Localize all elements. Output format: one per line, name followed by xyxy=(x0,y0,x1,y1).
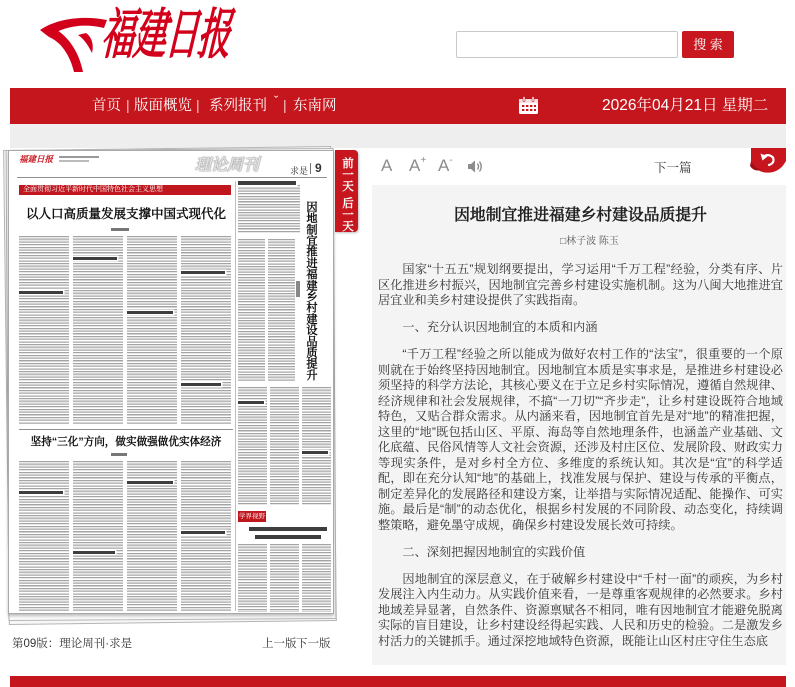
paper-byline xyxy=(111,453,127,456)
article-section-heading: 一、充分认识因地制宜的本质和内涵 xyxy=(402,320,598,334)
article-title: 因地制宜推进福建乡村建设品质提升 xyxy=(454,207,707,224)
text-column xyxy=(181,461,231,611)
paper-date-line xyxy=(59,160,89,162)
font-decrease-letter: A xyxy=(438,156,450,175)
paper-masthead-logo: 福建日报 xyxy=(19,154,54,164)
font-increase-button[interactable] xyxy=(409,156,426,176)
paper-date-line xyxy=(59,156,99,158)
fujian-daily-logo-mark-icon[interactable] xyxy=(38,15,108,73)
paper-byline xyxy=(296,281,300,297)
paper-headline-population[interactable]: 以人口高质量发展支撑中国式现代化 xyxy=(25,207,226,221)
text-column xyxy=(302,387,331,505)
subheading-bar xyxy=(238,401,264,404)
newspaper-page-image[interactable] xyxy=(8,150,334,614)
text-column xyxy=(73,236,123,424)
subheading-bar xyxy=(181,531,225,534)
text-column xyxy=(238,544,267,612)
current-page-label: 第09版：理论周刊·求是 xyxy=(12,638,133,650)
paper-header-divider xyxy=(310,163,311,174)
text-column xyxy=(238,185,300,233)
nav-item-series-publications[interactable]: 系列报刊 xyxy=(209,98,267,114)
article-author: □林子波 陈玉 xyxy=(560,236,619,247)
font-increase-letter: A xyxy=(409,156,421,175)
text-column xyxy=(73,461,123,611)
subheading-bar xyxy=(73,551,115,554)
subheading-bar xyxy=(73,257,117,260)
text-column xyxy=(127,236,177,424)
nav-item-southeast-net[interactable]: 东南网 xyxy=(293,98,337,114)
article-body xyxy=(378,262,783,649)
font-decrease-button[interactable] xyxy=(438,156,453,176)
calendar-icon[interactable] xyxy=(518,96,539,115)
next-article-link[interactable]: 下一篇 xyxy=(654,161,692,175)
article-paragraph: 因地制宜的深层意义，在于破解乡村建设中“千村一面”的顽疾，为乡村发展注入内生动力。从实践价值来看，一是尊重客观规律的必然要求。乡村地域差异显著，自然条件、资源禀赋各不相同，唯有因地制宜才能避免脱离实际的盲目建设，让乡村建设经得起实践、人民和历史的检验。二是激发乡村活力的关键抓手。通过深挖地域特色资源，既能让山区村庄守住生态底 xyxy=(378,571,783,648)
subheading-bar xyxy=(181,383,221,386)
text-column xyxy=(268,239,295,381)
main-nav-bar xyxy=(10,88,786,124)
subheading-bar xyxy=(19,491,63,494)
paper-headline-rural-construction[interactable]: 因地制宜推进福建乡村建设品质提升 xyxy=(305,201,317,381)
text-column xyxy=(19,236,69,424)
article-paragraph: “千万工程”经验之所以能成为做好农村工作的“法宝”，很重要的一个原则就在于始终坚持因地制宜。因地制宜本质是实事求是，是推进乡村建设必须坚持的科学方法论，其核心要义在于立足乡村实际情况，遵循自然规律、经济规律和社会发展规律，不搞“一刀切”“齐步走”，让乡村建设既符合地域特色，又贴合群众需求。从内涵来看，因地制宜首先是对“地”的精准把握，这里的“地”既包括山区、平原、海岛等自然地理条件，也涵盖产业基础、文化底蕴、民俗风情等人文社会资源，还涉及村庄区位、发展阶段、财政实力等现实条件，是对乡村全方位、多维度的系统认知。其次是“宜”的科学适配，即在充分认知“地”的基础上，找准发展与保护、建设与传承的平衡点，制定差异化的发展路径和建设方案，让举措与实际情况适配、能操作、可实施。最后是“制”的动态优化，根据乡村发展的不同阶段、动态变化，持续调整策略，避免墨守成规，确保乡村建设发展长效可持续。 xyxy=(378,347,783,532)
paper-byline xyxy=(111,228,129,231)
subheading-bar xyxy=(238,181,296,185)
article-paragraph: 国家“十五五”规划纲要提出，学习运用“千万工程”经验，分类有序、片区化推进乡村振兴，因地制宜完善乡村建设实施机制。这为八闽大地推进宜居宜业和美乡村建设提供了实践指南。 xyxy=(378,262,783,307)
paper-page-number: 9 xyxy=(315,161,322,175)
text-column xyxy=(181,236,231,424)
paper-box-headline-bar[interactable] xyxy=(249,527,327,531)
article-toolbar xyxy=(372,150,786,183)
subheading-bar xyxy=(302,451,328,454)
next-day-button[interactable]: 后一天 xyxy=(341,196,353,232)
nav-separator: | xyxy=(196,97,200,113)
paper-box-label-text: 学界视野 xyxy=(239,513,265,520)
paper-header-rule xyxy=(17,177,327,178)
article-panel xyxy=(372,185,786,665)
return-icon[interactable] xyxy=(748,148,786,174)
search-input[interactable] xyxy=(456,31,678,58)
current-date: 2026年04月21日 星期二 xyxy=(602,97,769,114)
page-info-bar xyxy=(8,634,336,654)
font-default-button[interactable]: A xyxy=(381,156,393,175)
nav-item-page-overview[interactable]: 版面概览 xyxy=(134,98,192,114)
subheading-bar xyxy=(127,481,173,484)
subheading-bar xyxy=(181,271,225,274)
article-section-heading: 二、深刻把握因地制宜的实践价值 xyxy=(402,544,586,559)
footer-bar xyxy=(10,676,786,687)
paper-article-divider xyxy=(19,429,233,430)
subheading-bar xyxy=(19,291,63,294)
text-column xyxy=(302,544,331,612)
text-column xyxy=(238,387,267,505)
nav-separator: | xyxy=(126,97,130,113)
paper-box-label xyxy=(238,511,266,522)
prev-day-button[interactable]: 前一天 xyxy=(341,156,353,192)
text-column xyxy=(270,387,299,505)
speaker-icon[interactable] xyxy=(467,159,484,174)
paper-headline-real-economy[interactable]: 坚持“三化”方向，做实做强做优实体经济 xyxy=(30,436,222,448)
search-button[interactable]: 搜 索 xyxy=(682,31,734,58)
prev-page-link[interactable]: 上一版 xyxy=(262,638,297,650)
day-nav-tab xyxy=(335,150,358,232)
text-column xyxy=(19,461,69,611)
paper-column-name: 求是 xyxy=(290,166,309,176)
chevron-down-icon[interactable]: ˇ xyxy=(274,93,279,108)
paper-topic-banner-text: 全面贯彻习近平新时代中国特色社会主义思想 xyxy=(23,186,163,193)
paper-topic-banner xyxy=(19,185,231,195)
font-decrease-sign: - xyxy=(449,155,453,166)
font-increase-sign: + xyxy=(420,155,427,166)
paper-section-title: 理论周刊 xyxy=(195,157,260,174)
nav-separator: | xyxy=(283,97,287,113)
text-column xyxy=(270,544,299,612)
next-page-link[interactable]: 下一版 xyxy=(296,638,331,650)
text-column xyxy=(238,239,265,381)
paper-box-headline-bar[interactable] xyxy=(255,535,321,539)
site-logo-text[interactable]: 福建日报 xyxy=(99,6,233,67)
nav-shadow-band xyxy=(10,124,786,148)
subheading-bar xyxy=(127,311,173,314)
nav-item-home[interactable]: 首页 xyxy=(92,98,121,114)
paper-column-divider xyxy=(235,181,236,611)
